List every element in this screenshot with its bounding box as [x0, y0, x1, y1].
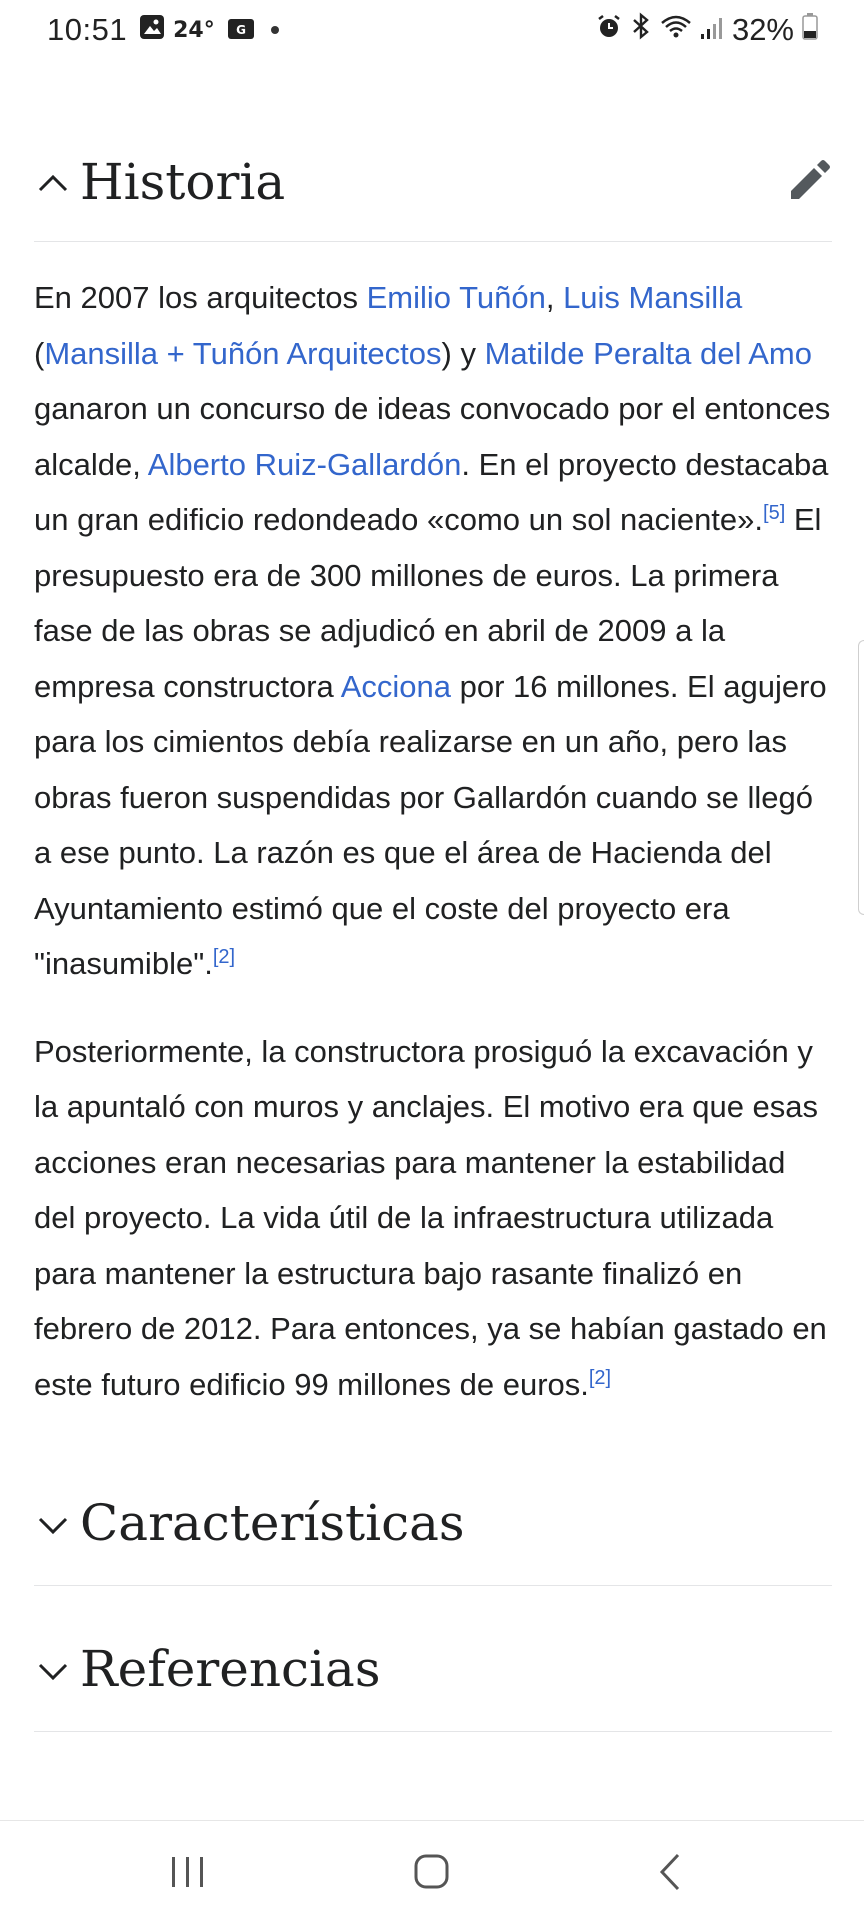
- pencil-icon[interactable]: [786, 158, 832, 204]
- text-span: ) y: [441, 335, 485, 371]
- battery-icon: [802, 12, 818, 48]
- chevron-down-icon[interactable]: [34, 1506, 72, 1544]
- reference-5[interactable]: [5]: [763, 502, 786, 524]
- notification-dot-icon: [271, 26, 279, 34]
- link-luis-mansilla[interactable]: Luis Mansilla: [563, 280, 743, 315]
- text-span: Posteriormente, la constructora prosiguó la excavación y la apuntaló con muros y anclajes. El motivo era que esas acciones eran necesarias para mantener la estabilidad del proyecto. La vida útil de la infraestructura utilizada para mantener la estructura bajo rasante finalizó en febrero de 2012. Para entonces, ya se habían gastado en este futuro edificio 99 millones de euros.: [34, 1033, 827, 1402]
- text-span: El presupuesto era de 300 millones de euros. La primera fase de las obras se adjudicó en abril de 2009 a la empresa constructora: [34, 502, 822, 704]
- chevron-down-icon[interactable]: [34, 1652, 72, 1690]
- navigation-bar: [0, 1820, 864, 1920]
- article-content: [34, 122, 832, 1732]
- wifi-icon: [660, 12, 692, 48]
- status-time: 10:51: [47, 12, 128, 47]
- battery-percentage: 32%: [731, 12, 794, 47]
- text-span: En 2007 los arquitectos: [34, 280, 367, 315]
- status-right: [588, 12, 818, 48]
- section-title-referencias: Referencias: [80, 1639, 381, 1698]
- section-title-caracteristicas: Características: [80, 1493, 465, 1552]
- scrollbar-thumb[interactable]: [858, 640, 864, 915]
- text-span: . En el proyecto destacaba un gran edificio redondeado «como un sol naciente».: [34, 446, 829, 537]
- historia-paragraph-1: [34, 270, 832, 992]
- chevron-up-icon[interactable]: [34, 165, 72, 203]
- status-temperature: 24°: [173, 17, 215, 43]
- reference-2[interactable]: [2]: [588, 1366, 612, 1389]
- bluetooth-icon: [630, 12, 652, 48]
- section-header-caracteristicas[interactable]: [34, 1440, 832, 1586]
- back-icon[interactable]: [640, 1849, 700, 1895]
- game-icon: [227, 12, 255, 48]
- reference-2[interactable]: [2]: [212, 946, 236, 968]
- link-matilde-peralta[interactable]: Matilde Peralta del Amo: [484, 335, 812, 371]
- signal-icon: [700, 12, 724, 48]
- text-span: ganaron un concurso de ideas convocado por el entonces alcalde,: [34, 391, 831, 482]
- status-bar: [0, 0, 864, 62]
- gallery-icon: [139, 12, 165, 48]
- alarm-icon: [596, 12, 622, 48]
- link-emilio-tunon[interactable]: Emilio Tuñón: [366, 280, 546, 315]
- link-mansilla-tunon-arquitectos[interactable]: Mansilla + Tuñón Arquitectos: [44, 335, 442, 371]
- svg-text:G: G: [235, 23, 246, 37]
- text-span: (: [34, 335, 45, 371]
- recent-apps-icon[interactable]: [158, 1849, 218, 1895]
- section-header-historia[interactable]: [34, 122, 832, 242]
- text-span: ,: [545, 280, 564, 315]
- link-acciona[interactable]: Acciona: [340, 668, 451, 704]
- link-alberto-ruiz-gallardon[interactable]: Alberto Ruiz-Gallardón: [147, 446, 462, 482]
- home-icon[interactable]: [402, 1849, 462, 1895]
- historia-paragraph-2: [34, 1024, 832, 1413]
- section-header-referencias[interactable]: [34, 1586, 832, 1732]
- section-title-historia: Historia: [80, 152, 286, 211]
- status-left: [47, 12, 279, 48]
- text-span: por 16 millones. El agujero para los cimientos debía realizarse en un año, pero las obras fueron suspendidas por Gallardón cuando se llegó a ese punto. La razón es que el área de Hacienda del Ayuntamiento estimó que el coste del proyecto era "inasumible".: [34, 668, 827, 981]
